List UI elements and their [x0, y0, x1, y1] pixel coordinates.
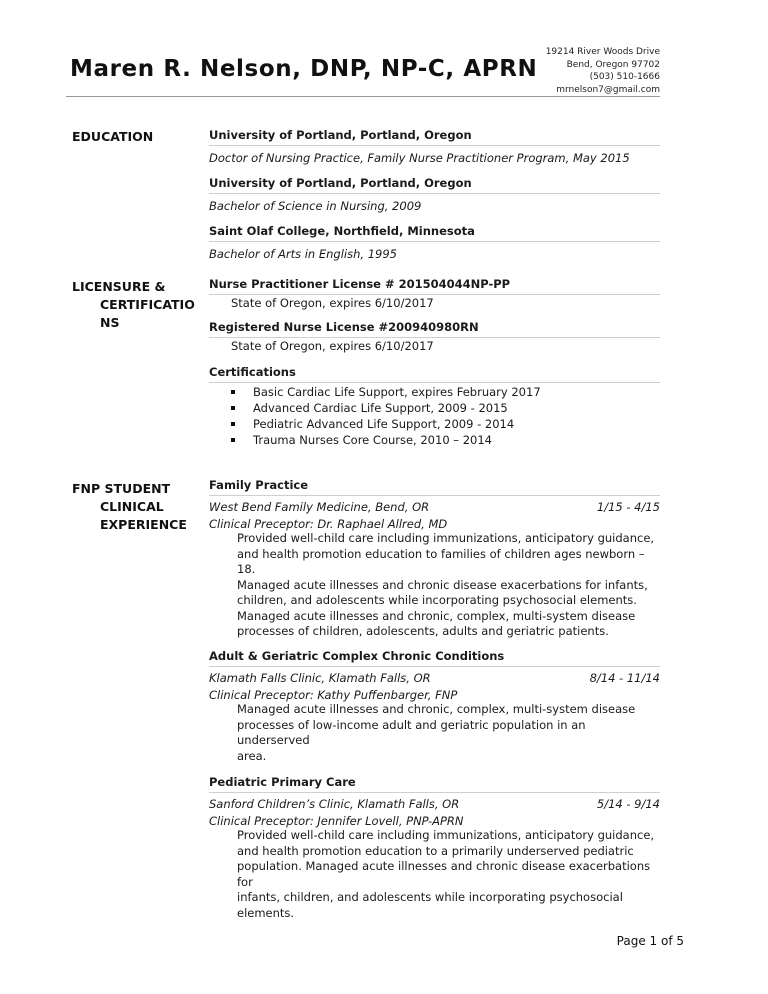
education-school: University of Portland, Portland, Oregon	[209, 176, 660, 194]
licensure-label-line: LICENSURE &	[72, 279, 166, 294]
education-degree: Bachelor of Arts in English, 1995	[209, 247, 397, 261]
experience-site-row	[209, 797, 660, 811]
experience-label-line: FNP STUDENT	[72, 481, 171, 496]
education-degree: Bachelor of Science in Nursing, 2009	[209, 199, 422, 213]
licensure-label-line: CERTIFICATIO	[100, 297, 195, 312]
email: mrnelson7@gmail.com	[556, 84, 660, 95]
description-line: Managed acute illnesses and chronic disease exacerbations for infants,	[237, 577, 648, 592]
education-degree: Doctor of Nursing Practice, Family Nurse Practitioner Program, May 2015	[209, 151, 630, 165]
certifications-list	[209, 384, 660, 448]
contact-block	[546, 46, 660, 96]
education-section	[209, 128, 660, 261]
experience-preceptor: Clinical Preceptor: Jennifer Lovell, PNP-APRN	[209, 814, 464, 828]
phone: (503) 510-1666	[589, 72, 660, 82]
description-line: elements.	[237, 905, 295, 920]
certification-item	[231, 416, 660, 432]
experience-site: Sanford Children’s Clinic, Klamath Falls, OR	[209, 797, 460, 811]
header-divider	[66, 96, 660, 97]
description-line: infants, children, and adolescents while incorporating psychosocial	[237, 890, 623, 904]
education-school: Saint Olaf College, Northfield, Minnesota	[209, 224, 660, 242]
description-line: area.	[237, 748, 267, 763]
experience-description	[209, 702, 660, 764]
bullet-icon	[231, 422, 235, 426]
experience-label	[72, 480, 187, 534]
certification-text: Basic Cardiac Life Support, expires February 2017	[253, 385, 541, 399]
education-label: EDUCATION	[72, 129, 154, 144]
experience-label-line: EXPERIENCE	[100, 517, 187, 532]
description-line: processes of low-income adult and geriatric population in an underserved	[237, 717, 586, 747]
description-line: and health promotion education to a primarily underserved pediatric	[237, 843, 634, 858]
experience-dates: 1/15 - 4/15	[596, 500, 660, 514]
experience-preceptor: Clinical Preceptor: Kathy Puffenbarger, FNP	[209, 688, 458, 702]
description-line: Provided well-child care including immunizations, anticipatory guidance,	[237, 531, 655, 545]
experience-site: West Bend Family Medicine, Bend, OR	[209, 500, 430, 514]
bullet-icon	[231, 390, 235, 394]
description-line: children, and adolescents while incorporating psychosocial elements.	[237, 593, 637, 607]
experience-description	[209, 828, 660, 921]
address-line-1: 19214 River Woods Drive	[545, 47, 660, 57]
description-line: Provided well-child care including immunizations, anticipatory guidance,	[237, 828, 655, 842]
experience-site-row	[209, 500, 660, 514]
np-license-detail: State of Oregon, expires 6/10/2017	[231, 296, 434, 310]
description-line: Managed acute illnesses and chronic, complex, multi-system disease	[237, 608, 636, 623]
education-school: University of Portland, Portland, Oregon	[209, 128, 660, 146]
experience-dates: 8/14 - 11/14	[589, 671, 660, 685]
experience-preceptor: Clinical Preceptor: Dr. Raphael Allred, MD	[209, 517, 448, 531]
experience-dates: 5/14 - 9/14	[596, 797, 660, 811]
experience-site: Klamath Falls Clinic, Klamath Falls, OR	[209, 671, 431, 685]
experience-title: Pediatric Primary Care	[209, 775, 660, 793]
certification-item	[231, 432, 660, 448]
certification-text: Advanced Cardiac Life Support, 2009 - 2015	[253, 401, 508, 415]
description-line: population. Managed acute illnesses and chronic disease exacerbations for	[237, 859, 651, 889]
experience-entry-family-practice	[209, 478, 660, 640]
bullet-icon	[231, 438, 235, 442]
page-number: Page 1 of 5	[616, 934, 684, 948]
licensure-label	[72, 278, 195, 332]
experience-title: Adult & Geriatric Complex Chronic Conditions	[209, 649, 660, 667]
description-line: Managed acute illnesses and chronic, complex, multi-system disease	[237, 702, 636, 716]
np-license: Nurse Practitioner License # 201504044NP-PP	[209, 277, 660, 295]
licensure-section	[209, 277, 660, 448]
bullet-icon	[231, 406, 235, 410]
experience-description	[209, 531, 660, 640]
experience-title: Family Practice	[209, 478, 660, 496]
certifications-heading: Certifications	[209, 365, 660, 383]
experience-site-row	[209, 671, 660, 685]
description-line: processes of children, adolescents, adults and geriatric patients.	[237, 624, 609, 638]
experience-entry-adult-geriatric	[209, 649, 660, 764]
certification-item	[231, 384, 660, 400]
address-line-2: Bend, Oregon 97702	[566, 59, 660, 70]
licensure-label-line: NS	[100, 315, 120, 330]
experience-label-line: CLINICAL	[100, 499, 164, 514]
certification-item	[231, 400, 660, 416]
rn-license: Registered Nurse License #200940980RN	[209, 320, 660, 338]
certification-text: Pediatric Advanced Life Support, 2009 - 2014	[253, 417, 515, 431]
certification-text: Trauma Nurses Core Course, 2010 – 2014	[253, 433, 492, 447]
experience-entry-pediatric	[209, 775, 660, 921]
rn-license-detail: State of Oregon, expires 6/10/2017	[231, 339, 434, 353]
description-line: and health promotion education to families of children ages newborn – 18.	[237, 546, 645, 576]
resume-name: Maren R. Nelson, DNP, NP-C, APRN	[70, 56, 538, 82]
